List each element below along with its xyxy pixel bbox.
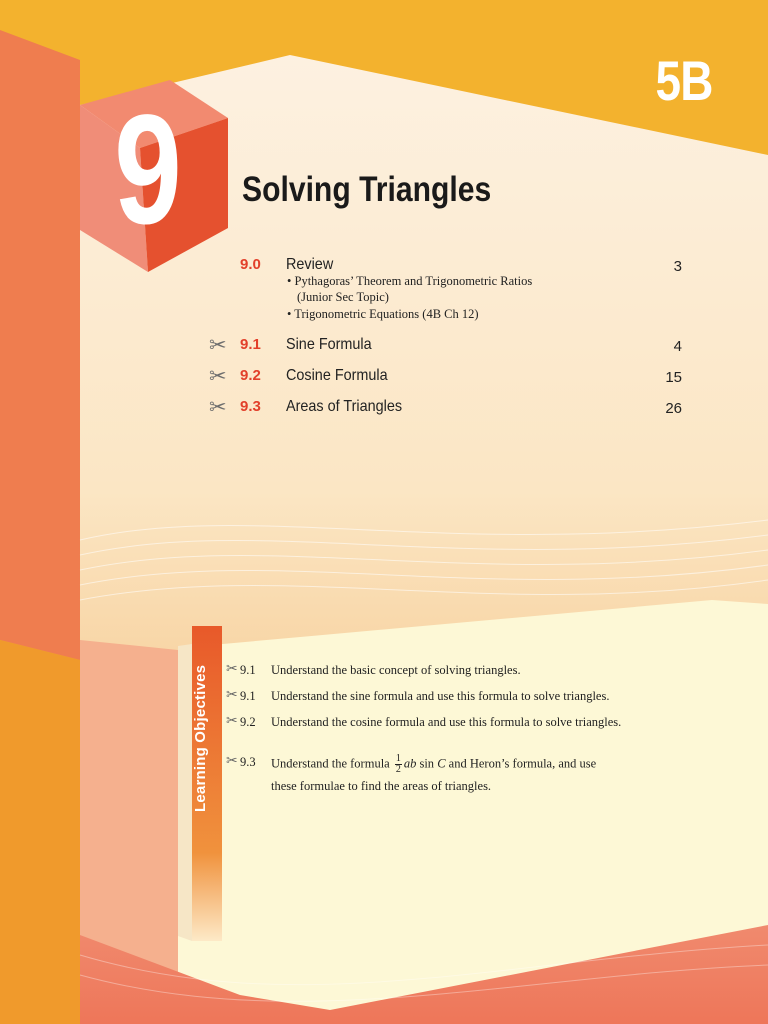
scissors-icon: ✂ xyxy=(226,687,238,703)
toc-label: Review xyxy=(286,256,334,273)
toc-row-9-3[interactable] xyxy=(204,395,684,420)
formula-variable-c: C xyxy=(437,756,446,771)
toc-row-9-2[interactable] xyxy=(204,364,684,389)
objective-number: 9.3 xyxy=(240,755,256,769)
formula-variables: ab xyxy=(403,756,417,771)
formula-function: sin xyxy=(419,756,435,771)
objective-number: 9.2 xyxy=(240,715,256,729)
objective-text: these formulae to find the areas of triangles. xyxy=(271,779,492,793)
toc-number: 9.3 xyxy=(240,398,261,415)
fraction-numerator: 1 xyxy=(395,753,401,764)
learning-objectives-heading: Learning Objectives xyxy=(192,664,209,812)
toc-number: 9.0 xyxy=(240,256,261,273)
scissors-icon: ✂ xyxy=(209,333,227,357)
toc-page: 3 xyxy=(673,258,682,275)
toc-page: 15 xyxy=(665,369,682,386)
objective-text xyxy=(271,754,633,775)
objective-number: 9.1 xyxy=(240,689,256,703)
toc-page: 26 xyxy=(665,400,682,417)
chapter-number: 9 xyxy=(114,83,182,257)
objective-text: Understand the sine formula and use this formula to solve triangles. xyxy=(271,689,610,703)
toc-label: Areas of Triangles xyxy=(286,398,403,415)
book-badge: 5B xyxy=(655,49,713,112)
scissors-icon: ✂ xyxy=(209,395,227,419)
objective-text-before: Understand the formula xyxy=(271,756,390,771)
scissors-icon: ✂ xyxy=(226,713,238,729)
toc-subitem: • Pythagoras’ Theorem and Trigonometric Ratios xyxy=(287,274,533,288)
fraction-denominator: 2 xyxy=(395,764,401,775)
formula-fraction xyxy=(395,754,402,775)
objective-number: 9.1 xyxy=(240,663,256,677)
scissors-icon: ✂ xyxy=(226,661,238,677)
toc-row-9-1[interactable] xyxy=(204,333,684,358)
objective-text-after: and Heron’s formula, and use xyxy=(448,756,597,771)
chapter-title: Solving Triangles xyxy=(242,170,492,209)
toc-page: 4 xyxy=(673,338,682,355)
toc-number: 9.1 xyxy=(240,336,261,353)
toc-label: Cosine Formula xyxy=(286,367,388,384)
scissors-icon: ✂ xyxy=(209,364,227,388)
objective-text: Understand the basic concept of solving triangles. xyxy=(271,663,521,677)
toc-subitem: • Trigonometric Equations (4B Ch 12) xyxy=(287,307,479,321)
toc-subitem: (Junior Sec Topic) xyxy=(297,290,389,304)
scissors-icon: ✂ xyxy=(226,753,238,769)
toc-label: Sine Formula xyxy=(286,336,372,353)
toc-number: 9.2 xyxy=(240,367,261,384)
objective-text: Understand the cosine formula and use this formula to solve triangles. xyxy=(271,715,622,729)
